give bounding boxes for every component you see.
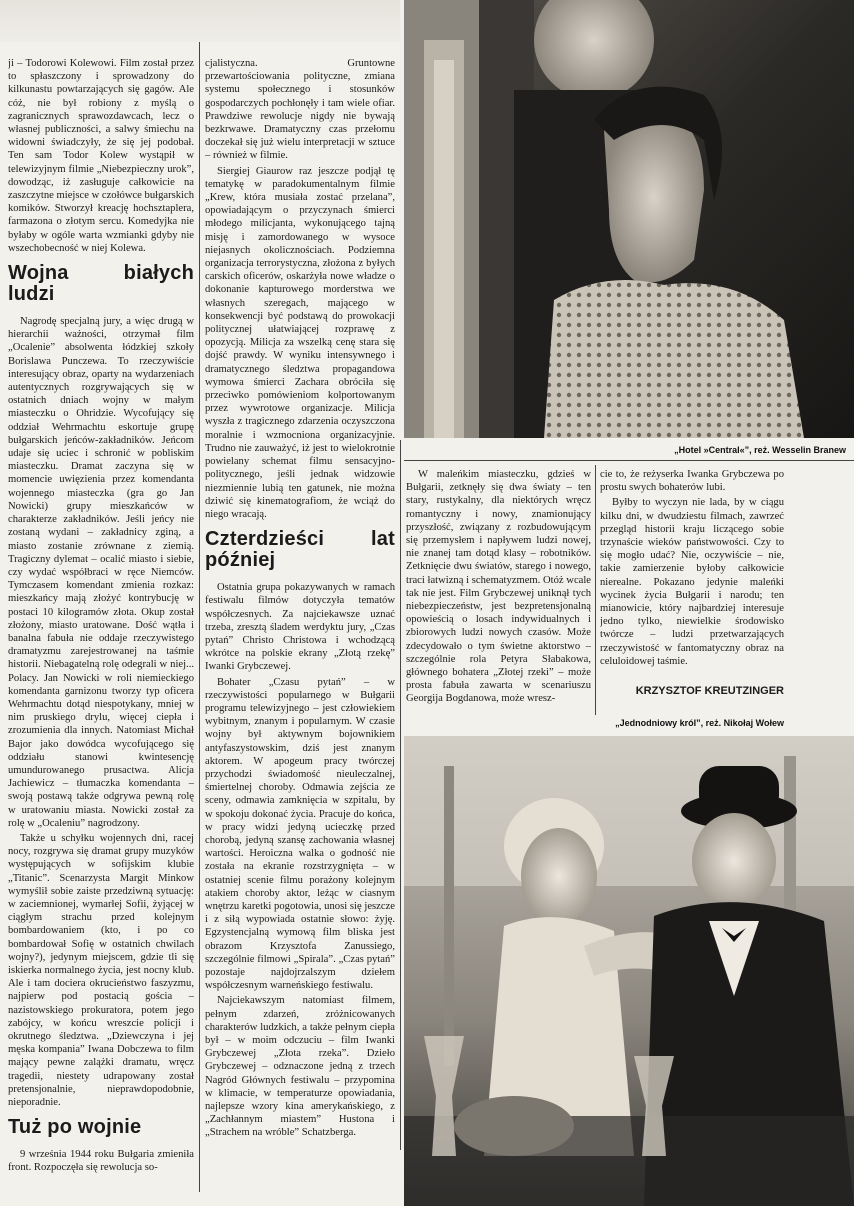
section-heading-wojna: Wojna białych ludzi (8, 262, 194, 306)
paragraph: Byłby to wyczyn nie lada, by w ciągu kilku dni, w dwudziestu filmach, zawrzeć przegląd historii kraju liczącego sobie trzynaście wieków państwowości. Czy to się mogło udać? Nie, oczywiście – nie, takie zamierzenie byłoby całkowicie nierealne. Pokazano jedynie maleńki wycinek życia Bułgarii i narodu; ten mianowicie, który najbardziej interesuje jedno tylko, niewielkie środowisko twórcze – ludzi przetwarzających rzeczywistość w fantomatyczny obraz na celuloidowej taśmie. (600, 497, 784, 667)
paragraph: 9 września 1944 roku Bułgaria zmieniła front. Rozpoczęła się rewolucja so- (8, 1149, 194, 1174)
paragraph: Najciekawszym natomiast filmem, pełnym zdarzeń, zróżnicowanych charakterów ludzkich, a także pełnym ciepła był – w moim odczuciu – film Iwanki Grybczewej „Złota rzeka”. Dzieło Grybczewej – odznaczone jedną z trzech Nagród Głównych festiwalu – przypomina w klimacie, w temperaturze opowiadania, najlepsze wzory kina amerykańskiego, z „Zachłannym miastem” Hustona i „Strachem na wróble” Schatzberga. (205, 995, 395, 1139)
article-column-4 (600, 468, 784, 708)
article-column-2 (205, 57, 395, 1157)
paragraph: ji – Todorowi Kolewowi. Film został przez to spłaszczony i sprowadzony do kilkunastu powtarzających się gagów. Ale cóż, nie był robiony z myślą o zagranicznych sprawozdawcach, lecz o własnej publiczności, a salwy śmiechu na widowni świadczyły, że się jej podobał. Ten sam Todor Kolew wystąpił w telewizyjnym filmie „Niebezpieczny urok”, dowodząc, iż zasługuje całkowicie na zaszczytne miejsce w czołówce bułgarskich komików. Stworzył kreację hochsztaplera, farmazona o złotym sercu. Komedyjka nie byłaby w ogóle warta wzmianki gdyby nie wszechobecność w niej Kolewa. (8, 58, 194, 254)
column-divider (199, 42, 200, 1192)
paragraph: Ostatnia grupa pokazywanych w ramach festiwalu filmów dotyczyła tematów współczesnych. Za najciekawsze uznać trzeba, zresztą śladem werdyktu jury, „Czas pytań” Christo Christowa i wchodzącą wkrótce na polskie ekrany „Złotą rzekę” Iwanki Grybczewej. (205, 582, 395, 673)
paragraph: Bohater „Czasu pytań” – w rzeczywistości popularnego w Bułgarii programu telewizyjnego – jest człowiekiem wybitnym, znanym i popularnym. W czasie wojny był aktywnym bojownikiem antyfaszystowskim, dziś jest znanym aktorem. W apogeum pracy twórczej przychodzi świadomość nieuleczalnej, śmiertelnej choroby. Odmawia zejścia ze sceny, odmawia zamknięcia w szpitalu, by w spokoju dokonać życia. Pracuje do końca, w pracy widzi jedyną ucieczkę przed chorobą, jedyną szansę zachowania własnej wartości. Heroiczna walka o godność nie została na ekranie rozstrzygnięta – w ostatniej scenie filmu porażony kolejnym atakiem choroby aktor, leżąc w ciasnym wnętrzu karetki pogotowia, unosi się jeszcze i z siłą wypowiada ostatnie słowo: żyję. Egzystencjalną wymową film bliska jest obrazom Krzysztofa Zanussiego, szczególnie filmowi „Spirala”. „Czas pytań” pozostaje najdojrzalszym dziełem współczesnym warneńskiego festiwalu. (205, 676, 395, 992)
caption-divider (404, 460, 854, 461)
author-byline: KRZYSZTOF KREUTZINGER (635, 685, 784, 698)
article-column-1 (8, 57, 194, 1197)
photo-caption: „Hotel »Central«”, reż. Wesselin Branew (674, 445, 846, 455)
section-heading-czterdziesci: Czterdzieści lat później (205, 528, 395, 572)
photo-image (404, 0, 854, 438)
column-divider (400, 440, 401, 1150)
paragraph: Nagrodę specjalną jury, a więc drugą w hierarchii ważności, otrzymał film „Ocalenie” absolwenta łódzkiej szkoły Borislawa Punczewa. To rzeczywiście interesujący obraz, oparty na wydarzeniach autentycznych rozgrywających się w ostatnich dniach wojny w małym miasteczku o Ohridzie. Wycofujący się oddział Wehrmachtu eskortuje grupę bułgarskich jeńców-zakładników. Jeńcom udaje się uciec i schronić w pobliskim miasteczku. Dramat zaczyna się w momencie uwięzienia przez komendanta wojennego miasteczka (gra go Jan Nowicki) grupy mieszkańców w charakterze zakładników. Jeśli jeńcy nie zostaną wydani – zakładnicy zginą, a miasto zostanie zrównane z ziemią. Tragiczny dylemat – ocalić miasto i siebie, czy wydać współbraci w ręce Niemców. Tymczasem komendant zmienia rozkaz: mieszkańcy mają złożyć kontrybucję w postaci 10 kilogramów złota. Okup został złożony, miasto uratowane. Dość wątła i banalna fabuła nie oddaje rzeczywistego dramatyzmu zarejestrowanej na taśmie historii. Niebagatelną rolę odegrali w niej... Polacy. Jan Nowicki w roli niemieckiego komendanta garnizonu tworzy typ oficera Wehrmachtu dotąd niespotykany, mniej w nim pruskiego drylu, więcej ciepła i zrozumienia dla innych. Natomiast Michał Bajor jako dowódca wycofującego się oddziału stanowi kwintesencję umundurowanego prusactwa. Alicja Jachiewicz – tłumaczka komendanta – swoją postawą także odgrywa pewną rolę w uratowaniu miasta. Nowicki został za rolę w „Ocaleniu” nagrodzony. (8, 316, 194, 829)
photo-image (404, 736, 854, 1206)
paragraph: Siergiej Giaurow raz jeszcze podjął tę tematykę w paradokumentalnym filmie „Krew, która musiała zostać przelana”, opowiadającym o przyczynach śmierci młodego milicjanta, wykonującego tajną misję i zamordowanego w wysoce niejasnych okolicznościach. Podziemna organizacja terrorystyczna, złożona z byłych carskich oficerów, oskarżyła nowe władze o dokonanie kapturowego morderstwa we własnych szeregach, mającego w konsekwencji być podstawą do prowokacji politycznej ułatwiającej rozprawę z opozycją. Milicja za wszelką cenę stara się dojść prawdy. W wyniku intensywnego i dramatycznego śledztwa propagandowa wymowa śmierci Zachara obróciła się przeciwko pomówieniom kolportowanym przez wywrotowe organizacje. Milicja wyszła z tragicznego zdarzenia oczyszczona moralnie i wzmocniona organizacyjnie. Trudno nie zauważyć, iż jest to wielokrotnie powielany schemat filmu sensacyjno-politycznego, jeśli jednak widzowie niezmiennie lubią ten gatunek, nie można dziwić się kinematografiom, że wciąż do niego wracają. (205, 165, 395, 520)
paragraph: W maleńkim miasteczku, gdzieś w Bułgarii, zetknęły się dwa światy – ten stary, rustykalny, dla niektórych wręcz romantyczny i nowy, znamionujący przyszłość, związany z rozbudowującym się przemysłem i napływem ludzi nowej, nie znanej tam dotąd klasy – robotników. Zetknięcie dwu światów, starego i nowego, traci łatwizną i schematyzmem. Otóż wcale tak nie jest. Film Grybczewej uniknął tych niebezpieczeństw, jest bezpretensjonalną opowieścią o losach indywidualnych i zbiorowych ludzi nowych czasów. Może zdecydowało o tym świetne aktorstwo – szczególnie rola Petyra Słabakowa, głównego bohatera „Złotej rzeki” – może prosta fabuła zawarta w scenariuszu Georgija Bogdanowa, może wresz- (406, 469, 591, 705)
article-column-3 (406, 468, 591, 708)
page-header-strip (0, 0, 400, 42)
photo-caption: „Jednodniowy król”, reż. Nikołaj Wołew (615, 718, 784, 728)
paragraph: cjalistyczna. Gruntowne przewartościowania polityczne, zmiana systemu społecznego i stosunków gospodarczych pochłonęły i tam wiele ofiar. Prawdziwe rewolucje nigdy nie bywają bezkrwawe. Dramatyczny czas przełomu doczekał się już wielu interpretacji w sztuce – również w filmie. (205, 58, 395, 162)
paragraph: Także u schyłku wojennych dni, racej nocy, rozgrywa się dramat grupy muzyków występujących w sofijskim klubie „Titanic”. Scenarzysta Margit Minkow wymyślił sobie zaiste przedziwną sytuację: w zaciemnionej, wymarłej Sofii, żyjącej w ciągłym strachu przed kolejnym bombardowaniem (kto, i po co bombardował Sofię w ostatnich chwilach wojny?), jedynym miejscem, gdzie tli się iskierka normalnego życia, jest nocny klub. Ale i tam dociera okrucieństwo faszyzmu, najpierw pod postacią gościa – nazistowskiego prokuratora, potem jego zabójcy, w końcu wreszcie policji i okrutnego śledztwa. „Dziewczyna i jej męska kompania” Iwana Dobczewa to film mający pewne zalążki dramatu, wręcz tragedii, niestety udrapowany został pretensjonalnie, nieprawdopodobnie, nieporadnie. (8, 832, 194, 1109)
film-still-hotel-central (404, 0, 854, 438)
section-heading-tuz: Tuż po wojnie (8, 1116, 142, 1139)
paragraph: cie to, że reżyserka Iwanka Grybczewa po prostu swych bohaterów lubi. (600, 469, 784, 494)
film-still-jednodniowy-krol (404, 736, 854, 1206)
column-divider (595, 465, 596, 715)
